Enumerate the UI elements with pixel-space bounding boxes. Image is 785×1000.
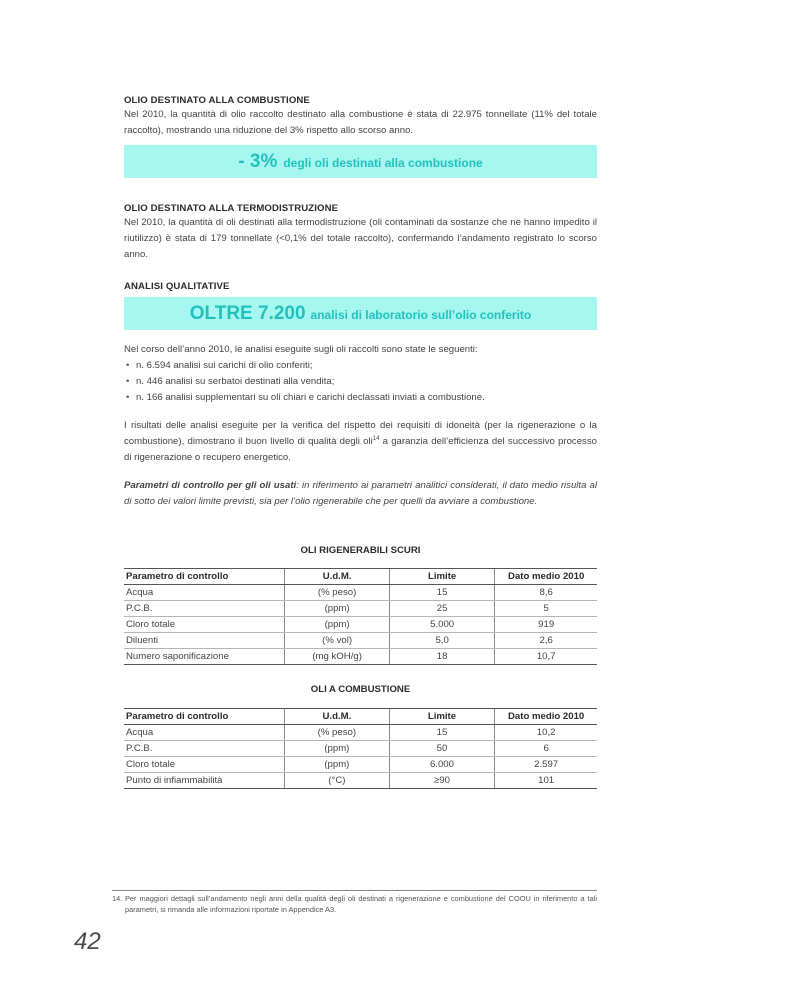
column-header: Limite bbox=[389, 709, 495, 725]
table-row bbox=[124, 585, 597, 601]
table-cell: Cloro totale bbox=[124, 617, 285, 633]
table-cell: (ppm) bbox=[285, 757, 390, 773]
table-cell: 25 bbox=[389, 601, 494, 617]
highlight-banner-combustione bbox=[124, 145, 597, 178]
table-title-combustione: OLI A COMBUSTIONE bbox=[310, 684, 411, 695]
risultati-text: I risultati delle analisi eseguite per la verifica del rispetto dei requisiti di idoneità (per la rigenerazione o la combustione), dimostrano il buon livello di qualità degli oli bbox=[124, 420, 597, 447]
table-cell: (mg kOH/g) bbox=[285, 649, 390, 665]
table-oli-combustione bbox=[124, 708, 597, 789]
table-cell: Acqua bbox=[124, 725, 285, 741]
section-heading-termodistruzione: OLIO DESTINATO ALLA TERMODISTRUZIONE bbox=[124, 203, 339, 214]
paragraph-combustione: Nel 2010, la quantità di olio raccolto destinato alla combustione è stata di 22.975 tonnellate (11% del totale raccolto), mostrando una riduzione del 3% rispetto allo scorso anno. bbox=[124, 109, 597, 136]
parametri-lead: Parametri di controllo per gli oli usati bbox=[124, 480, 297, 491]
table-row bbox=[124, 773, 597, 789]
table-cell: Punto di infiammabilità bbox=[124, 773, 285, 789]
table-row bbox=[124, 633, 597, 649]
table-cell: 15 bbox=[389, 585, 494, 601]
table-cell: (% vol) bbox=[285, 633, 390, 649]
column-header: Dato medio 2010 bbox=[495, 569, 597, 585]
banner-caption: analisi di laboratorio sull’olio conferito bbox=[310, 308, 532, 322]
paragraph-analisi-intro: Nel corso dell’anno 2010, le analisi eseguite sugli oli raccolti sono state le seguenti: bbox=[124, 344, 478, 355]
table-cell: 919 bbox=[495, 617, 597, 633]
table-cell: (ppm) bbox=[285, 741, 390, 757]
paragraph-termodistruzione: Nel 2010, la quantità di oli destinati alla termodistruzione (oli contaminati da sostanze che ne hanno impedito il riutilizzo) è stata di 179 tonnellate (<0,1% del totale raccolto), confermando l’andamento registrato lo scorso anno. bbox=[124, 217, 597, 260]
table-header-row bbox=[124, 709, 597, 725]
table-cell: P.C.B. bbox=[124, 601, 285, 617]
footnote-ref: 14 bbox=[372, 435, 380, 442]
table-cell: 18 bbox=[389, 649, 494, 665]
parametri-text: : in riferimento ai parametri analitici considerati, il dato medio risulta al di sotto dei valori limite previsti, sia per l’olio rigenerabile che per quelli da avviare a combustione. bbox=[124, 480, 597, 507]
table-cell: (% peso) bbox=[285, 585, 390, 601]
table-title-rigenerabili: OLI RIGENERABILI SCURI bbox=[300, 545, 421, 556]
footnote-text: Per maggiori dettagli sull’andamento negli anni della qualità degli oli destinati a rigenerazione e combustione del COOU in riferimento a tali parametri, si rimanda alle informazioni riportate in Appendice A3. bbox=[125, 894, 597, 914]
table-cell: 5 bbox=[495, 601, 597, 617]
table-cell: 101 bbox=[495, 773, 597, 789]
footnote-divider bbox=[112, 890, 597, 891]
section-heading-combustione: OLIO DESTINATO ALLA COMBUSTIONE bbox=[124, 95, 310, 106]
column-header: Dato medio 2010 bbox=[495, 709, 597, 725]
table-cell: 5.000 bbox=[389, 617, 494, 633]
section-heading-analisi: ANALISI QUALITATIVE bbox=[124, 281, 230, 292]
column-header: Limite bbox=[389, 569, 494, 585]
table-row bbox=[124, 601, 597, 617]
table-header-row bbox=[124, 569, 597, 585]
table-cell: 10,2 bbox=[495, 725, 597, 741]
table-cell: Acqua bbox=[124, 585, 285, 601]
table-oli-rigenerabili bbox=[124, 568, 597, 665]
table-cell: 8,6 bbox=[495, 585, 597, 601]
column-header: Parametro di controllo bbox=[124, 569, 285, 585]
list-item: • n. 166 analisi supplementari su oli chiari e carichi declassati inviati a combustione. bbox=[124, 390, 485, 406]
table-cell: (ppm) bbox=[285, 617, 390, 633]
column-header: U.d.M. bbox=[285, 709, 390, 725]
banner-figure: - 3% bbox=[238, 150, 278, 172]
table-cell: 50 bbox=[389, 741, 495, 757]
column-header: U.d.M. bbox=[285, 569, 390, 585]
risultati-text-continued: a garanzia dell’efficienza del successivo processo di rigenerazione o recupero energetico. bbox=[124, 436, 597, 463]
list-item: • n. 6.594 analisi sui carichi di olio conferiti; bbox=[124, 358, 485, 374]
table-row bbox=[124, 757, 597, 773]
banner-figure: OLTRE 7.200 bbox=[189, 302, 306, 324]
banner-caption: degli oli destinati alla combustione bbox=[283, 156, 483, 170]
table-cell: P.C.B. bbox=[124, 741, 285, 757]
paragraph-parametri bbox=[124, 478, 597, 510]
table-row bbox=[124, 617, 597, 633]
footnote-number: 14. bbox=[112, 894, 123, 903]
table-cell: (ppm) bbox=[285, 601, 390, 617]
table-cell: 2.597 bbox=[495, 757, 597, 773]
table-cell: Cloro totale bbox=[124, 757, 285, 773]
highlight-banner-analisi bbox=[124, 297, 597, 330]
list-item: • n. 446 analisi su serbatoi destinati alla vendita; bbox=[124, 374, 485, 390]
table-cell: Numero saponificazione bbox=[124, 649, 285, 665]
table-cell: (% peso) bbox=[285, 725, 390, 741]
table-cell: 2,6 bbox=[495, 633, 597, 649]
table-row bbox=[124, 741, 597, 757]
table-cell: 6.000 bbox=[389, 757, 495, 773]
table-cell: 5,0 bbox=[389, 633, 494, 649]
footnote bbox=[112, 894, 597, 915]
table-cell: 15 bbox=[389, 725, 495, 741]
analisi-list bbox=[124, 358, 485, 406]
table-row bbox=[124, 649, 597, 665]
table-cell: 10,7 bbox=[495, 649, 597, 665]
table-cell: 6 bbox=[495, 741, 597, 757]
table-cell: (°C) bbox=[285, 773, 390, 789]
page-number: 42 bbox=[74, 928, 101, 955]
table-cell: ≥90 bbox=[389, 773, 495, 789]
column-header: Parametro di controllo bbox=[124, 709, 285, 725]
table-row bbox=[124, 725, 597, 741]
table-cell: Diluenti bbox=[124, 633, 285, 649]
paragraph-risultati bbox=[124, 418, 597, 466]
